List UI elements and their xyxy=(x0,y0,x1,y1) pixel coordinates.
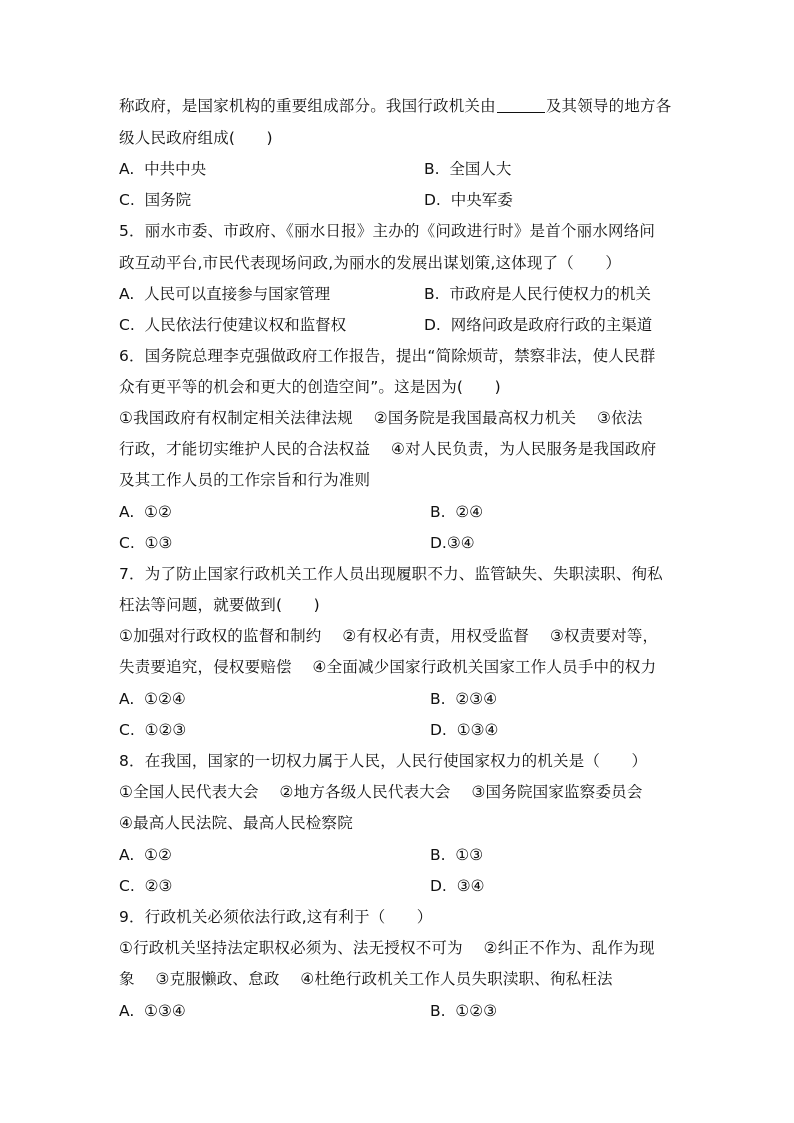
q4-stem-line1 xyxy=(119,96,671,116)
q9-option-b: B. ①②③ xyxy=(430,1002,498,1020)
q5-option-d: D. 网络问政是政府行政的主渠道 xyxy=(424,316,653,334)
q8-statements-line2: ④最高人民法院、最高人民检察院 xyxy=(119,814,353,832)
q6-option-d: D.③④ xyxy=(430,534,475,552)
q5-option-c: C. 人民依法行使建议权和监督权 xyxy=(119,316,347,334)
q7-statements-line2: 失责要追究，侵权要赔偿 ④全面减少国家行政机关国家工作人员手中的权力 xyxy=(119,658,657,676)
q8-statements-line1: ①全国人民代表大会 ②地方各级人民代表大会 ③国务院国家监察委员会 xyxy=(119,783,643,801)
q6-stem-line1: 6．国务院总理李克强做政府工作报告，提出“简除烦苛，禁察非法，使人民群 xyxy=(119,347,656,365)
q4-stem-line2: 级人民政府组成( ) xyxy=(119,129,273,147)
q4-option-a: A. 中共中央 xyxy=(119,160,207,178)
q4-stem-text-b: 及其领导的地方各 xyxy=(545,97,672,115)
q7-option-d: D. ①③④ xyxy=(430,721,499,739)
q7-option-c: C. ①②③ xyxy=(119,721,187,739)
q6-statements-line3: 及其工作人员的工作宗旨和行为准则 xyxy=(119,471,371,489)
q4-option-d: D. 中央军委 xyxy=(424,191,513,209)
q7-option-b: B. ②③④ xyxy=(430,690,498,708)
q7-statements-line1: ①加强对行政权的监督和制约 ②有权必有责，用权受监督 ③权责要对等， xyxy=(119,627,659,645)
q9-statements-line2: 象 ③克服懒政、怠政 ④杜绝行政机关工作人员失职渎职、徇私枉法 xyxy=(119,970,613,988)
q4-stem-text-a: 称政府，是国家机构的重要组成部分。我国行政机关由 xyxy=(119,97,496,115)
q6-statements-line1: ①我国政府有权制定相关法律法规 ②国务院是我国最高权力机关 ③依法 xyxy=(119,409,643,427)
q7-stem-line2: 枉法等问题，就要做到( ) xyxy=(119,596,320,614)
q8-option-b: B. ①③ xyxy=(430,846,484,864)
q5-option-a: A. 人民可以直接参与国家管理 xyxy=(119,285,331,303)
q8-stem-line1: 8．在我国，国家的一切权力属于人民，人民行使国家权力的机关是（ ） xyxy=(119,752,648,770)
q8-option-c: C. ②③ xyxy=(119,877,173,895)
q5-stem-line1: 5．丽水市委、市政府、《丽水日报》主办的《问政进行时》是首个丽水网络问 xyxy=(119,222,656,240)
q5-stem-line2: 政互动平台,市民代表现场问政,为丽水的发展出谋划策,这体现了（ ） xyxy=(119,254,622,272)
q4-option-c: C. 国务院 xyxy=(119,191,192,209)
q4-answer-blank xyxy=(497,98,545,113)
q8-option-d: D. ③④ xyxy=(430,877,485,895)
q7-stem-line1: 7．为了防止国家行政机关工作人员出现履职不力、监管缺失、失职渎职、徇私 xyxy=(119,565,663,583)
q9-option-a: A. ①③④ xyxy=(119,1002,186,1020)
q6-option-b: B. ②④ xyxy=(430,503,484,521)
q6-option-a: A. ①② xyxy=(119,503,172,521)
q5-option-b: B. 市政府是人民行使权力的机关 xyxy=(424,285,651,303)
q8-option-a: A. ①② xyxy=(119,846,172,864)
q6-option-c: C. ①③ xyxy=(119,534,173,552)
q9-statements-line1: ①行政机关坚持法定职权必须为、法无授权不可为 ②纠正不作为、乱作为现 xyxy=(119,939,655,957)
q9-stem-line1: 9．行政机关必须依法行政,这有利于（ ） xyxy=(119,908,433,926)
q6-stem-line2: 众有更平等的机会和更大的创造空间”。这是因为( ) xyxy=(119,378,501,396)
q4-option-b: B. 全国人大 xyxy=(424,160,512,178)
q7-option-a: A. ①②④ xyxy=(119,690,186,708)
q6-statements-line2: 行政，才能切实维护人民的合法权益 ④对人民负责，为人民服务是我国政府 xyxy=(119,440,657,458)
